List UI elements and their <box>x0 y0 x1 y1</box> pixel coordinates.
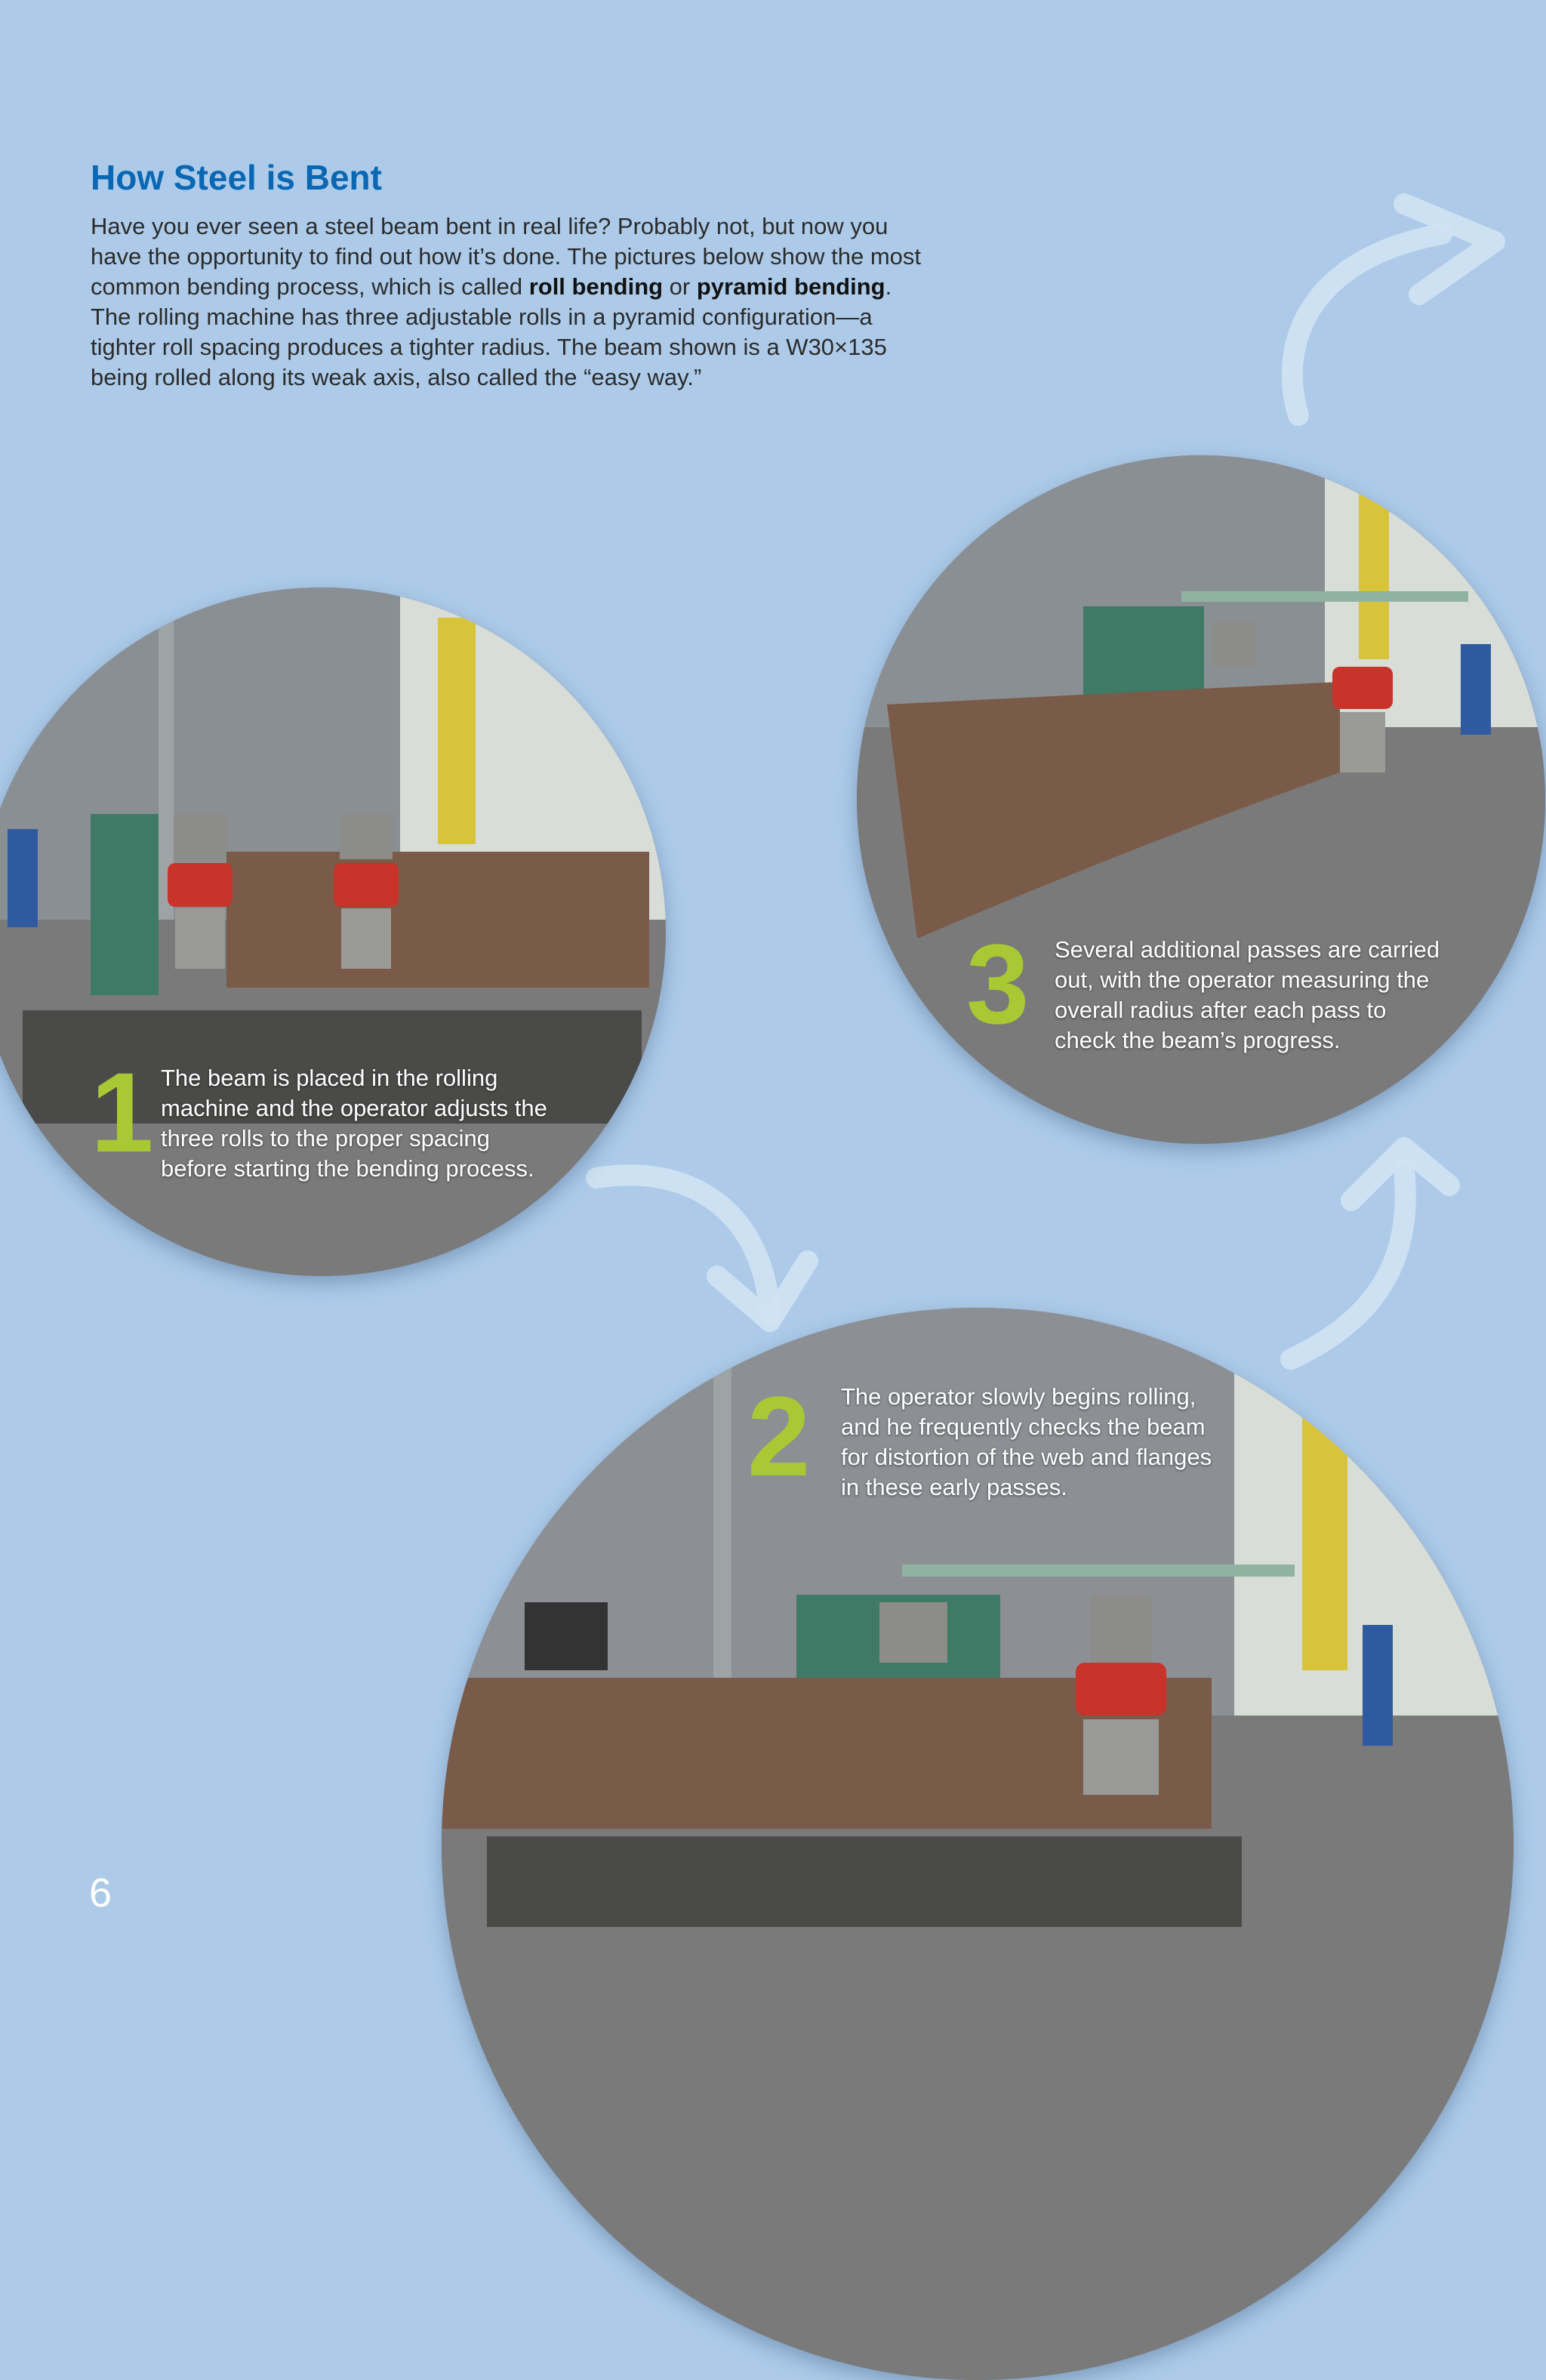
arrow-top-right-icon <box>1268 189 1525 430</box>
page-heading: How Steel is Bent <box>91 158 382 197</box>
intro-text-3: . The rolling machine has three adjustable rolls in a pyramid configuration—a tighter roll spacing produces a tighter radius. The beam shown is a W30×135 being rolled along its weak axis, also called the “easy way.” <box>91 273 892 390</box>
step-2-caption: The operator slowly begins rolling, and he frequently checks the beam for distortion of the web and flanges in these early passes. <box>841 1383 1212 1500</box>
page-number: 6 <box>89 1870 112 1916</box>
step-1-photo <box>0 587 666 1276</box>
intro-bold-roll-bending: roll bending <box>528 273 664 300</box>
step-3-caption: Several additional passes are carried out, with the operator measuring the overall radius after each pass to check the beam’s progress. <box>1055 936 1440 1053</box>
step-2-photo <box>442 1308 1514 2380</box>
step-1-number: 1 <box>91 1049 154 1176</box>
step-1-caption: The beam is placed in the rolling machine and the operator adjusts the three rolls to the proper spacing before starting the bending process. <box>161 1065 547 1182</box>
step-2-number: 2 <box>747 1373 811 1500</box>
step-3-photo <box>857 455 1545 1144</box>
intro-bold-pyramid-bending: pyramid bending <box>696 273 885 300</box>
intro-paragraph <box>91 211 929 393</box>
intro-text-2: or <box>663 273 697 300</box>
intro-text-1: Have you ever seen a steel beam bent in real life? Probably not, but now you have the opportunity to find out how it’s done. The pictures below show the most common bending process, which is called <box>91 213 922 300</box>
step-3-number: 3 <box>966 920 1030 1047</box>
